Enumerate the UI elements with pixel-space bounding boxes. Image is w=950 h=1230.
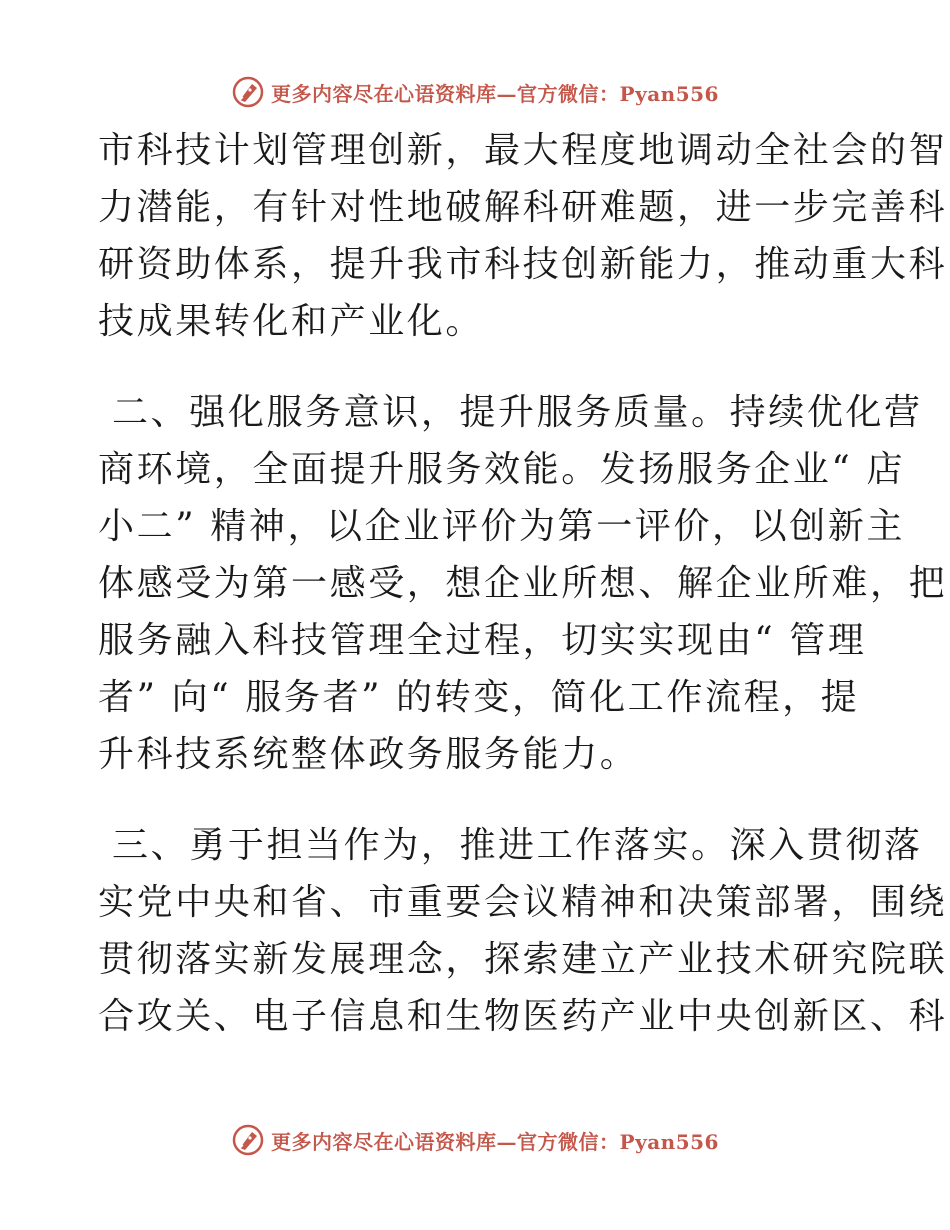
- document-body: [98, 122, 948, 1045]
- text-line: 研资助体系，提升我市科技创新能力，推动重大科: [98, 244, 948, 285]
- text-line: 贯彻落实新发展理念，探索建立产业技术研究院联: [98, 939, 948, 980]
- text-line: 三、勇于担当作为，推进工作落实。深入贯彻落: [98, 825, 923, 866]
- text-line: 服务融入科技管理全过程，切实实现由“ 管理: [98, 620, 867, 661]
- pen-nib-logo-icon: [231, 75, 265, 109]
- text-line: 者” 向“ 服务者” 的转变，简化工作流程，提: [98, 677, 860, 718]
- paragraph: [98, 122, 948, 350]
- header-watermark: [0, 72, 950, 112]
- text-line: 市科技计划管理创新，最大程度地调动全社会的智: [98, 130, 948, 171]
- text-line: 技成果转化和产业化。: [98, 301, 485, 342]
- text-line: 体感受为第一感受，想企业所想、解企业所难，把: [98, 563, 948, 604]
- watermark-text: 更多内容尽在心语资料库—官方微信：Pyan556: [271, 1129, 719, 1154]
- text-line: 二、强化服务意识，提升服务质量。持续优化营: [98, 392, 923, 433]
- watermark-text: 更多内容尽在心语资料库—官方微信：Pyan556: [271, 81, 719, 106]
- paragraph: [98, 817, 948, 1045]
- paragraph-gap: [98, 350, 858, 384]
- text-line: 商环境，全面提升服务效能。发扬服务企业“ 店: [98, 449, 906, 490]
- paragraph: [98, 384, 948, 783]
- footer-watermark: [0, 1120, 950, 1160]
- pen-nib-logo-icon: [231, 1123, 265, 1157]
- text-line: 力潜能，有针对性地破解科研难题，进一步完善科: [98, 187, 948, 228]
- text-line: 小二” 精神，以企业评价为第一评价，以创新主: [98, 506, 906, 547]
- text-line: 升科技系统整体政务服务能力。: [98, 734, 639, 775]
- paragraph-gap: [98, 783, 858, 817]
- text-line: 实党中央和省、市重要会议精神和决策部署，围绕: [98, 882, 948, 923]
- text-line: 合攻关、电子信息和生物医药产业中央创新区、科: [98, 996, 948, 1037]
